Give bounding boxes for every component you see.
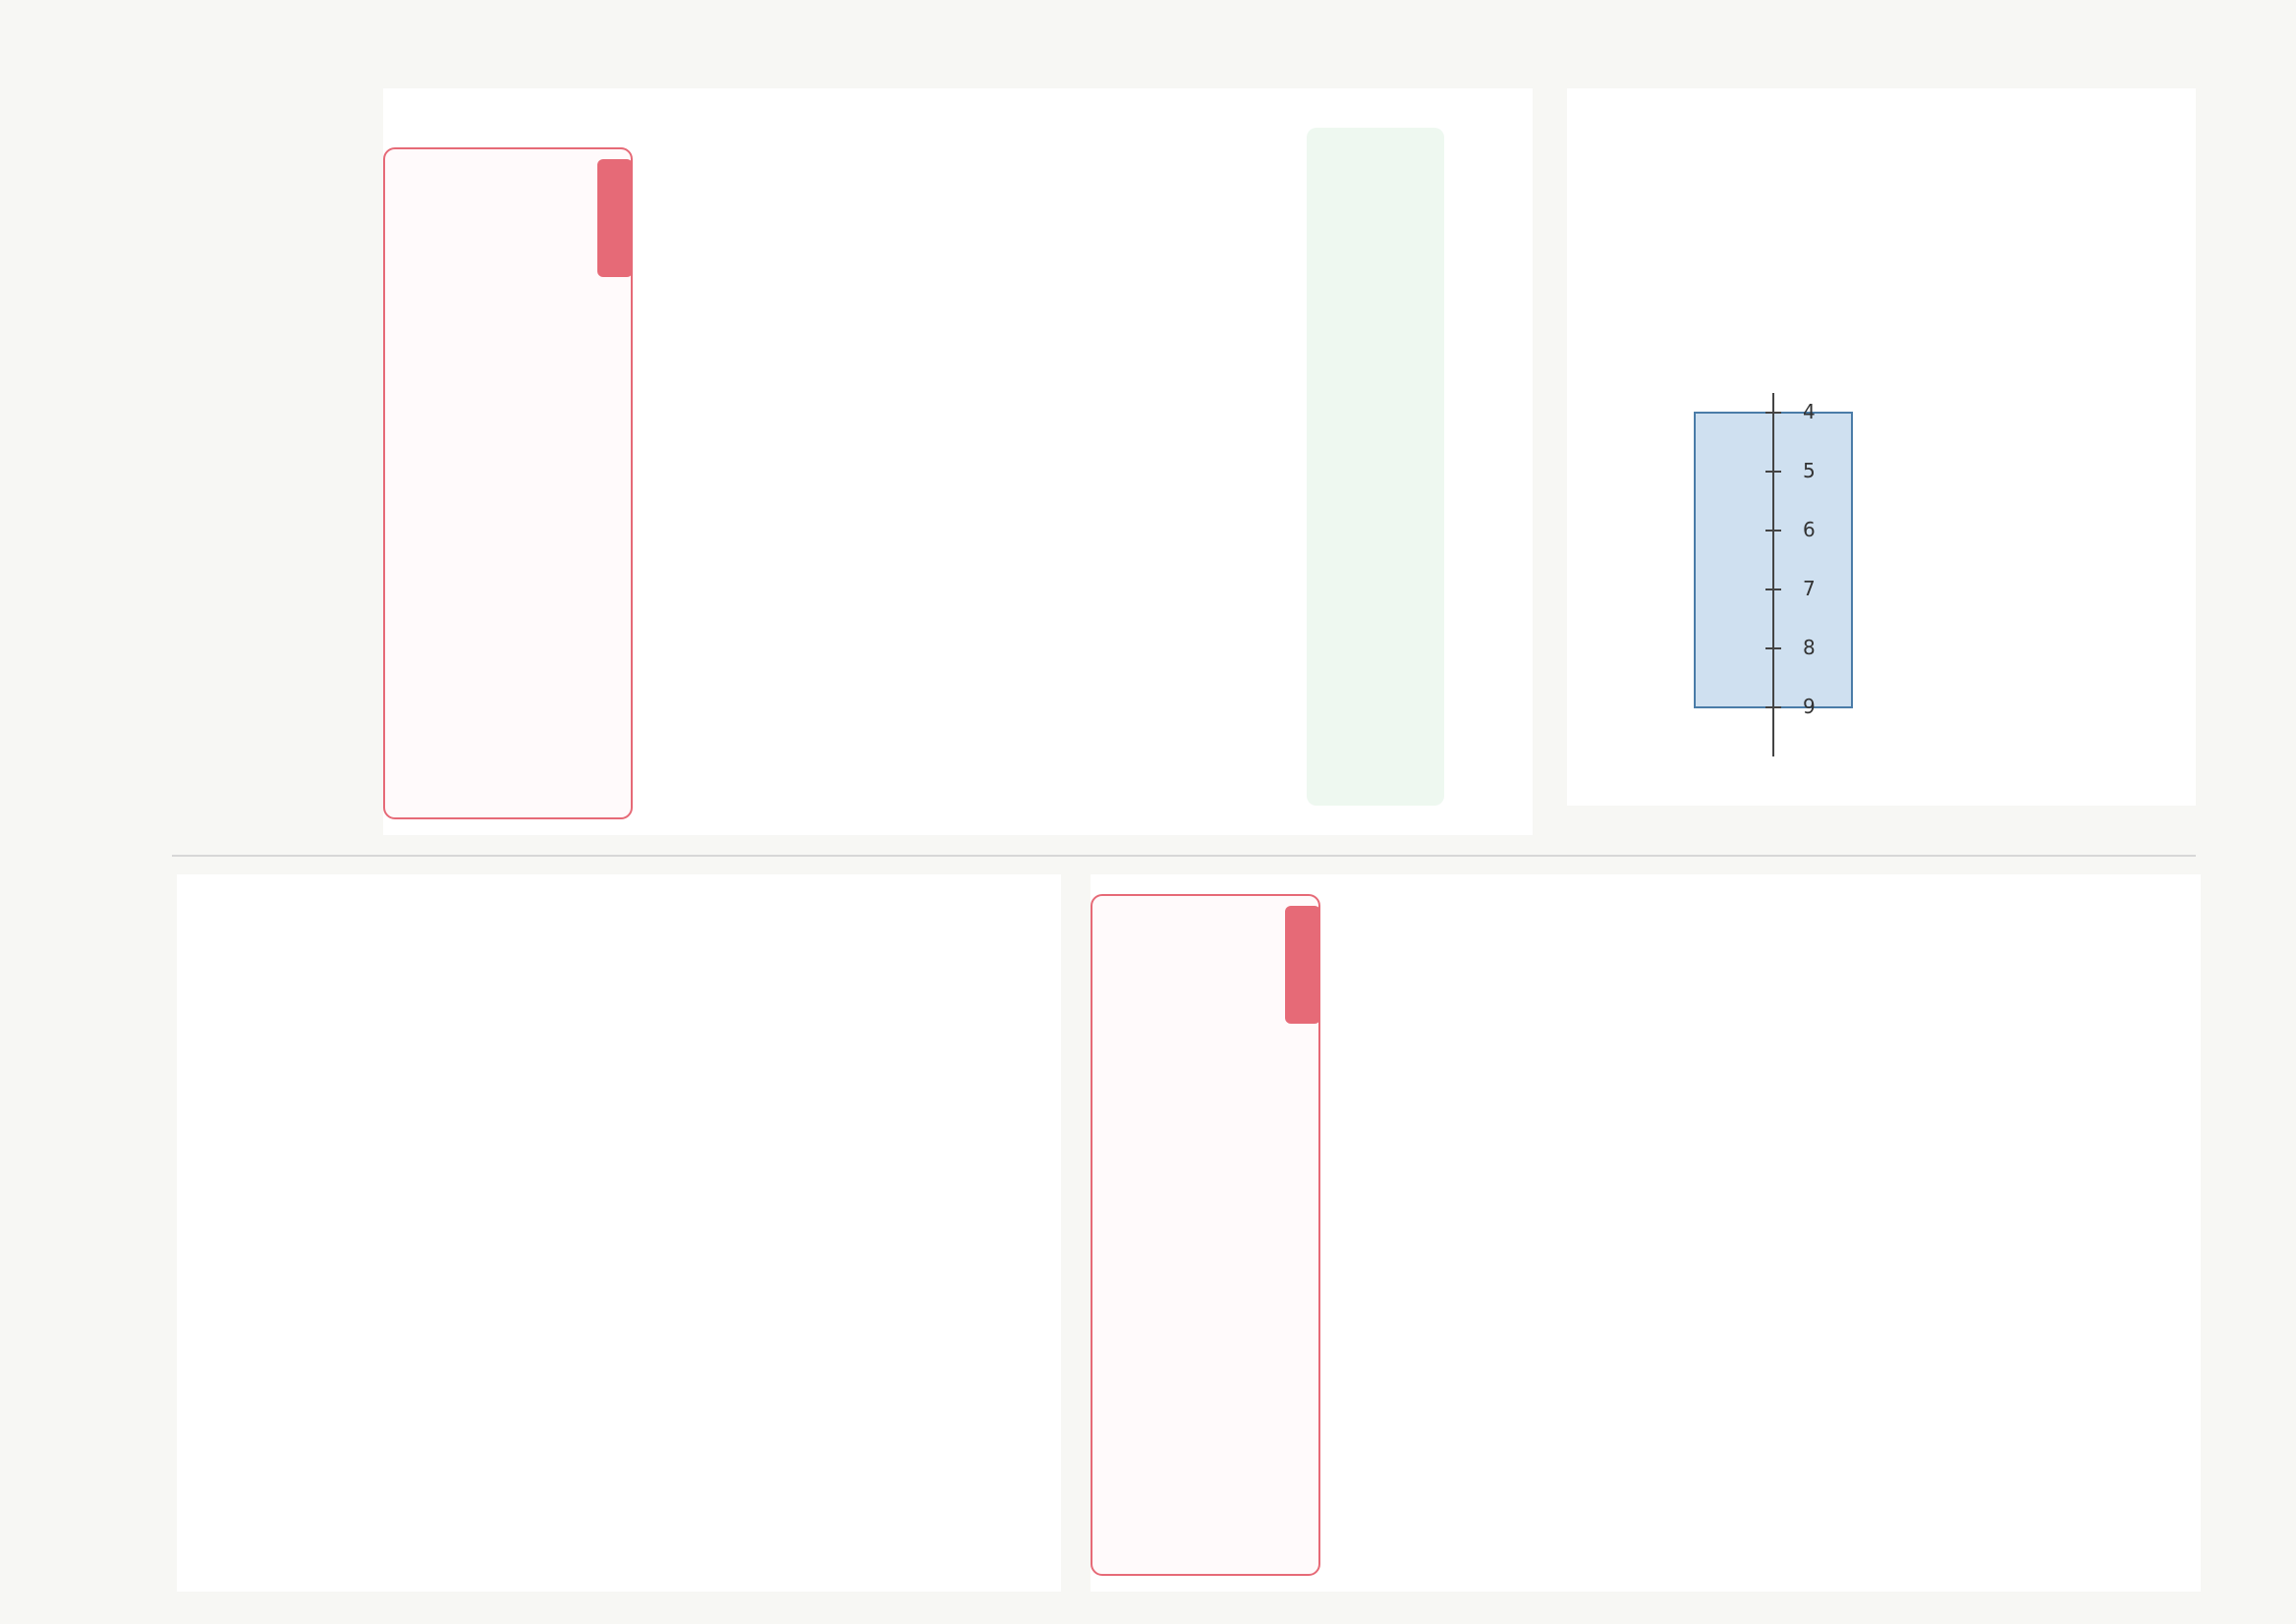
tick-label: 9 (1803, 695, 1816, 718)
problem-block-0 (383, 88, 1533, 835)
tick-label: 4 (1803, 400, 1816, 423)
tick-label: 5 (1803, 459, 1816, 482)
tick-label: 8 (1803, 636, 1816, 659)
mini-note-box (1091, 894, 1320, 1576)
solution-block-top-right (1567, 88, 2196, 806)
problem-block-1 (1091, 874, 2201, 1592)
problem-prompt-box (1307, 128, 1444, 806)
mini-note-box (383, 147, 633, 819)
number-line-figure (1655, 393, 1950, 766)
tick-label: 7 (1803, 577, 1816, 600)
problem-block-2 (177, 874, 1061, 1592)
tick-label: 6 (1803, 518, 1816, 541)
mini-note-tag (1285, 906, 1320, 1024)
mini-note-tag (597, 159, 633, 277)
page-divider (172, 855, 2196, 857)
